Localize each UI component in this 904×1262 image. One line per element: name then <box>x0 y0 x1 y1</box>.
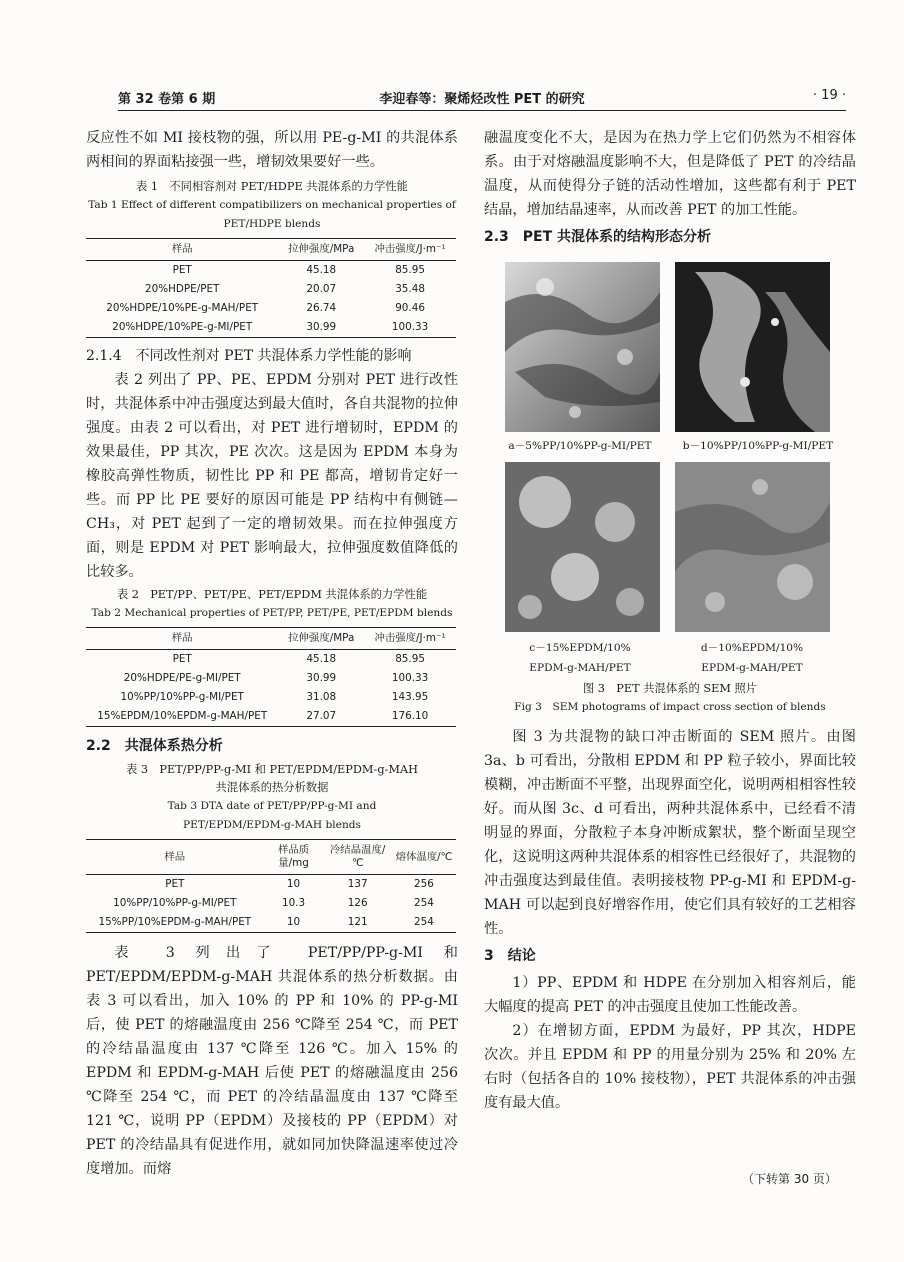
sem-photo-b <box>675 262 830 432</box>
cell: 10.3 <box>281 897 306 909</box>
cell: 254 <box>414 916 434 928</box>
table1-header: 样品 <box>86 239 278 261</box>
continued-note: （下转第 30 页） <box>742 1172 837 1186</box>
table1-header: 拉伸强度/MPa <box>278 239 364 261</box>
running-header <box>118 84 846 111</box>
cell: 121 <box>347 916 368 928</box>
cell: 90.46 <box>395 302 425 314</box>
table2-header: 冲击强度/J·m⁻¹ <box>364 628 456 650</box>
cell: PET <box>165 878 185 890</box>
table3-caption-cn: 表 3 PET/PP/PP-g-MI 和 PET/EPDM/EPDM-g-MAH 共混体系的热分析数据 <box>126 763 418 794</box>
table3-header: 冷结晶温度/℃ <box>323 840 391 875</box>
sem-photo-d <box>675 462 830 632</box>
figure3-caption-en: Fig 3 SEM photograms of impact cross section of blends <box>514 701 826 713</box>
fig3-subcaption-b: b－10%PP/10%PP-g-MI/PET <box>682 440 834 452</box>
journal-issue: 第 32 卷第 6 期 <box>118 92 216 107</box>
cell: 100.33 <box>391 672 429 684</box>
table-row <box>86 707 456 727</box>
cell: 20%HDPE/PET <box>144 283 220 295</box>
cell: 143.95 <box>391 691 429 703</box>
figure3-caption-cn: 图 3 PET 共混体系的 SEM 照片 <box>582 682 758 695</box>
section-2-1-4-title: 2.1.4 不同改性剂对 PET 共混体系力学性能的影响 <box>86 348 412 364</box>
table-row <box>86 650 456 670</box>
cell: 100.33 <box>391 321 429 333</box>
cell: 20%HDPE/10%PE-g-MI/PET <box>112 321 253 333</box>
cell: 85.95 <box>395 653 425 665</box>
sem-photo-a <box>505 262 660 432</box>
table1-header: 冲击强度/J·m⁻¹ <box>364 239 456 261</box>
sem-photo-c <box>505 462 660 632</box>
cell: 137 <box>347 878 368 890</box>
cell: 30.99 <box>306 672 337 684</box>
cell: 256 <box>414 878 434 890</box>
table2-caption-en: Tab 2 Mechanical properties of PET/PP, PET/PE, PET/EPDM blends <box>91 607 453 619</box>
cell: 20%HDPE/PE-g-MI/PET <box>123 672 241 684</box>
table-row <box>86 875 456 895</box>
table3-caption-en: Tab 3 DTA date of PET/PP/PP-g-MI and PET/EPDM/EPDM-g-MAH blends <box>167 800 377 831</box>
table-row <box>86 299 456 318</box>
paragraph-2-1-4: 表 2 列出了 PP、PE、EPDM 分别对 PET 进行改性时，共混体系中冲击强度达到最大值时，各自共混物的拉伸强度。由表 2 可以看出，对 PET 进行增韧时，EPDM 的效果最佳，PP 其次，PE 次次。这是因为 EPDM 本身为橡胶高弹性物质，韧性比 PP 和 PE 都高，增韧肯定好一些。而 PP 比 PE 要好的原因可能是 PP 结构中有侧链—CH₃，对 PET 起到了一定的增韧效果。而在拉伸强度方面，则是 EPDM 对 PET 影响最大，拉伸强度数值降低的比较多。 <box>86 372 458 580</box>
section-3-title: 3 结论 <box>484 948 536 964</box>
paragraph-2-3: 图 3 为共混物的缺口冲击断面的 SEM 照片。由图 3a、b 可看出，分散相 EPDM 和 PP 粒子较小，界面比较模糊，冲击断面不平整，出现界面空化，说明两相相容性较好。而从图 3c、d 可看出，两种共混体系中，已经看不清明显的界面，分散粒子本身冲断成絮状，整个断面呈现空化，这说明这两种共混体系的相容性已经很好了，共混物的冲击强度达到最佳值。表明接枝物 PP-g-MI 和 EPDM-g-MAH 可以起到良好增容作用，使它们具有较好的工艺相容性。 <box>484 729 856 937</box>
cell: 20.07 <box>306 283 337 295</box>
table-3 <box>86 839 456 933</box>
page-number: · 19 · <box>812 88 846 103</box>
paragraph-continued: 融温度变化不大，是因为在热力学上它们仍然为不相容体系。由于对熔融温度影响不大，但是降低了 PET 的冷结晶温度，从而使得分子链的活动性增加，这些都有利于 PET 结晶，增加结晶速率，从而改善 PET 的加工性能。 <box>484 130 856 218</box>
table1-caption-cn: 表 1 不同相容剂对 PET/HDPE 共混体系的力学性能 <box>136 180 408 193</box>
section-2-2-title: 2.2 共混体系热分析 <box>86 738 223 754</box>
table-row <box>86 261 456 281</box>
table-row <box>86 688 456 707</box>
table-row <box>86 318 456 338</box>
paragraph-intro: 反应性不如 MI 接枝物的强，所以用 PE-g-MI 的共混体系两相间的界面粘接强一些，增韧效果要好一些。 <box>86 130 458 170</box>
figure-3-sem-grid <box>505 262 835 680</box>
cell: PET <box>172 264 192 276</box>
table3-header: 熔体温度/℃ <box>392 840 456 875</box>
cell: 45.18 <box>306 264 337 276</box>
fig3-subcaption-c: c－15%EPDM/10% EPDM-g-MAH/PET <box>529 642 631 674</box>
cell: 27.07 <box>306 710 337 722</box>
paragraph-2-2: 表 3 列出了 PET/PP/PP-g-MI 和 PET/EPDM/EPDM-g-MAH 共混体系的热分析数据。由表 3 可以看出，加入 10% 的 PP 和 10% 的 PP-g-MI 后，使 PET 的熔融温度由 256 ℃降至 254 ℃，而 PET 的冷结晶温度由 137 ℃降至 126 ℃。加入 15% 的 EPDM 和 EPDM-g-MAH 后使 PET 的熔融温度由 256 ℃降至 254 ℃，而 PET 的冷结晶温度由 137 ℃降至 121 ℃，说明 PP（EPDM）及接枝的 PP（EPDM）对 PET 的冷结晶具有促进作用，就如同加快降温速率使过冷度增加。而熔 <box>86 945 458 1177</box>
cell: 15%EPDM/10%EPDM-g-MAH/PET <box>97 710 268 722</box>
cell: 15%PP/10%EPDM-g-MAH/PET <box>98 916 252 928</box>
cell: 126 <box>347 897 368 909</box>
table2-header: 样品 <box>86 628 278 650</box>
cell: 20%HDPE/10%PE-g-MAH/PET <box>106 302 259 314</box>
right-column <box>484 126 856 1115</box>
section-2-3-title: 2.3 PET 共混体系的结构形态分析 <box>484 229 712 245</box>
table-row <box>86 280 456 299</box>
table-1 <box>86 238 456 338</box>
cell: 45.18 <box>306 653 337 665</box>
cell: 30.99 <box>306 321 337 333</box>
cell: 26.74 <box>306 302 337 314</box>
cell: 35.48 <box>395 283 425 295</box>
table-row <box>86 913 456 933</box>
cell: 10%PP/10%PP-g-MI/PET <box>120 691 244 703</box>
cell: 85.95 <box>395 264 425 276</box>
cell: 10%PP/10%PP-g-MI/PET <box>113 897 237 909</box>
conclusion-1: 1）PP、EPDM 和 HDPE 在分别加入相容剂后，能大幅度的提高 PET 的冲击强度且使加工性能改善。 <box>484 975 856 1015</box>
left-column <box>86 126 458 1181</box>
table1-caption-en: Tab 1 Effect of different compatibilizers on mechanical properties of PET/HDPE blends <box>88 199 456 230</box>
conclusion-2: 2）在增韧方面，EPDM 为最好，PP 其次，HDPE 次次。并且 EPDM 和 PP 的用量分别为 25% 和 20% 左右时（包括各自的 10% 接枝物），PET 共混体系的冲击强度有最大值。 <box>484 1023 856 1111</box>
fig3-subcaption-d: d－10%EPDM/10% EPDM-g-MAH/PET <box>700 642 804 674</box>
table-row <box>86 894 456 913</box>
fig3-subcaption-a: a－5%PP/10%PP-g-MI/PET <box>508 440 652 452</box>
table3-header: 样品 <box>86 840 264 875</box>
cell: 254 <box>414 897 434 909</box>
cell: 10 <box>286 878 301 890</box>
cell: PET <box>172 653 192 665</box>
table-row <box>86 669 456 688</box>
article-title-header: 李迎春等：聚烯烃改性 PET 的研究 <box>379 92 585 107</box>
cell: 10 <box>286 916 301 928</box>
table2-header: 拉伸强度/MPa <box>278 628 364 650</box>
table-2 <box>86 627 456 727</box>
cell: 31.08 <box>306 691 337 703</box>
cell: 176.10 <box>391 710 429 722</box>
table3-header: 样品质量/mg <box>264 840 324 875</box>
table2-caption-cn: 表 2 PET/PP、PET/PE、PET/EPDM 共混体系的力学性能 <box>116 588 428 601</box>
